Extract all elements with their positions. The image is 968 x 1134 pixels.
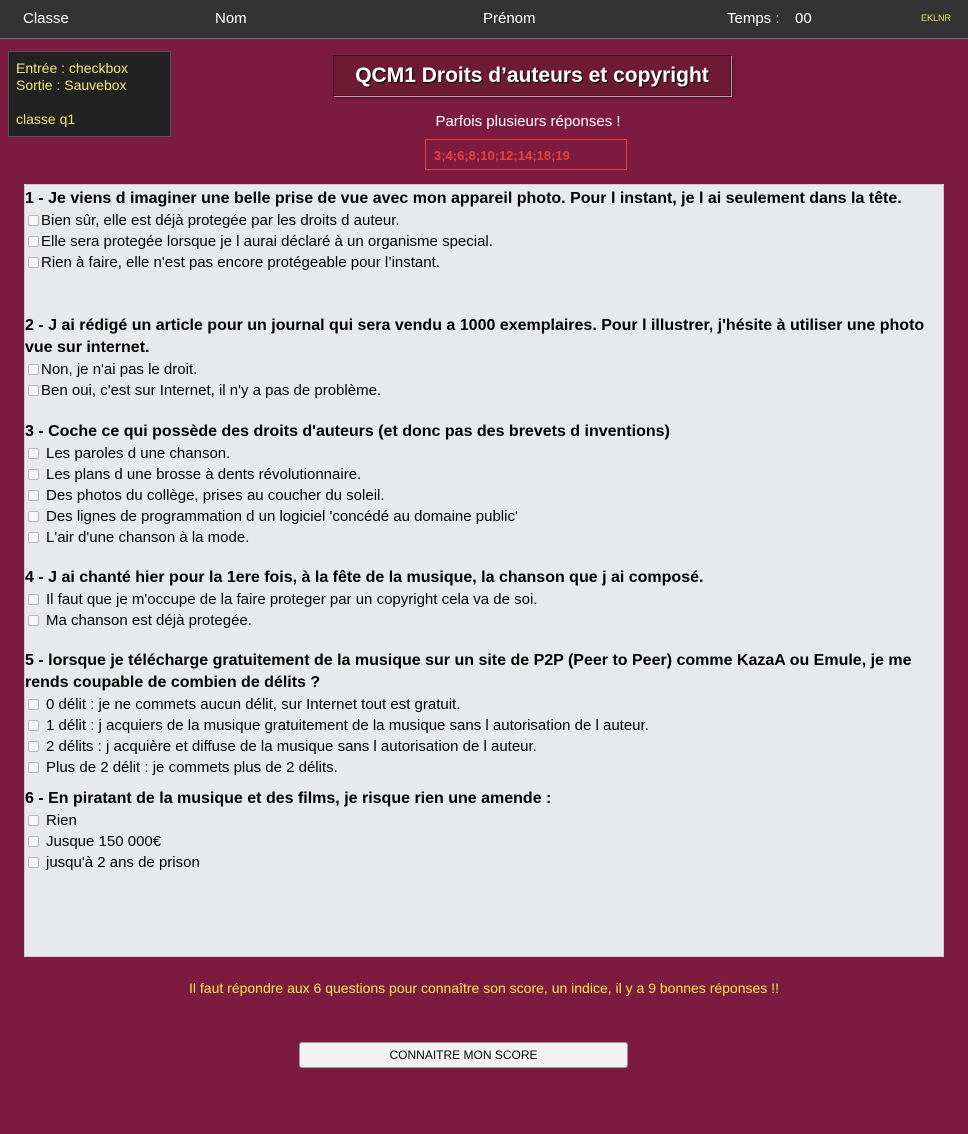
answer-checkbox[interactable] [28, 720, 39, 731]
answer-option[interactable] [25, 610, 943, 631]
question-3 [25, 421, 943, 548]
answer-option[interactable] [25, 252, 943, 273]
nom-label: Nom [215, 10, 247, 27]
score-button[interactable]: CONNAITRE MON SCORE [299, 1042, 628, 1068]
question-2 [25, 315, 943, 401]
answer-checkbox[interactable] [28, 511, 39, 522]
answer-option[interactable] [25, 380, 943, 401]
answer-label: 2 délits : j acquière et diffuse de la musique sans l autorisation de l auteur. [46, 738, 537, 755]
answer-option[interactable] [25, 210, 943, 231]
question-1 [25, 188, 943, 273]
temps-value: 00 [795, 10, 812, 27]
answer-checkbox[interactable] [28, 448, 39, 459]
answer-option[interactable] [25, 443, 943, 464]
answer-label: Ma chanson est déjà protegée. [46, 612, 252, 629]
answer-option[interactable] [25, 757, 943, 778]
answer-option[interactable] [25, 485, 943, 506]
answer-checkbox[interactable] [28, 857, 39, 868]
answer-label: jusqu'à 2 ans de prison [46, 854, 200, 871]
answer-option[interactable] [25, 736, 943, 757]
answer-checkbox[interactable] [28, 469, 39, 480]
hint-text: Il faut répondre aux 6 questions pour connaître son score, un indice, il y a 9 bonnes réponses !! [189, 980, 779, 996]
answer-label: Rien [46, 812, 77, 829]
answer-checkbox[interactable] [28, 815, 39, 826]
answer-key: 3;4;6;8;10;12;14;18;19 [425, 139, 627, 170]
answer-option[interactable] [25, 527, 943, 548]
answer-label: Elle sera protegée lorsque je l aurai déclaré à un organisme special. [41, 233, 493, 250]
classe-label: Classe [23, 10, 69, 27]
answer-option[interactable] [25, 359, 943, 380]
question-text: 4 - J ai chanté hier pour la 1ere fois, à la fête de la musique, la chanson que j ai composé. [25, 569, 704, 586]
answer-checkbox[interactable] [28, 257, 39, 268]
answer-checkbox[interactable] [28, 594, 39, 605]
answer-option[interactable] [25, 715, 943, 736]
info-class: classe q1 [16, 111, 76, 127]
answer-checkbox[interactable] [28, 236, 39, 247]
question-text: 2 - J ai rédigé un article pour un journal qui sera vendu a 1000 exemplaires. Pour l illustrer, j'hésite à utiliser une photo vue sur internet. [25, 317, 925, 356]
answer-checkbox[interactable] [28, 699, 39, 710]
answer-label: Rien à faire, elle n'est pas encore protégeable pour l’instant. [41, 254, 440, 271]
answer-option[interactable] [25, 852, 943, 873]
answer-label: Jusque 150 000€ [46, 833, 162, 850]
answer-label: Plus de 2 délit : je commets plus de 2 délits. [46, 759, 338, 776]
question-text: 5 - lorsque je télécharge gratuitement de la musique sur un site de P2P (Peer to Peer) comme KazaA ou Emule, je me rends coupable de combien de délits ? [25, 652, 912, 691]
info-input-type: Entrée : checkbox [16, 60, 129, 76]
page-title: QCM1 Droits d’auteurs et copyright [333, 55, 731, 96]
answer-option[interactable] [25, 589, 943, 610]
subtitle: Parfois plusieurs réponses ! [435, 113, 621, 130]
answer-option[interactable] [25, 831, 943, 852]
prenom-label: Prénom [483, 10, 536, 27]
answer-label: Bien sûr, elle est déjà protegée par les droits d auteur. [41, 212, 400, 229]
top-bar [0, 0, 968, 39]
answer-label: Les paroles d une chanson. [46, 445, 231, 462]
question-4 [25, 567, 943, 631]
answer-option[interactable] [25, 506, 943, 527]
session-code: EKLNR [921, 13, 952, 23]
answer-checkbox[interactable] [28, 385, 39, 396]
answer-label: Il faut que je m'occupe de la faire proteger par un copyright cela va de soi. [46, 591, 538, 608]
question-6 [25, 788, 943, 873]
info-spacer [16, 94, 170, 111]
answer-checkbox[interactable] [28, 762, 39, 773]
answer-label: 1 délit : j acquiers de la musique gratuitement de la musique sans l autorisation de l auteur. [46, 717, 649, 734]
answer-label: Des lignes de programmation d un logiciel 'concédé au domaine public' [46, 508, 518, 525]
question-5 [25, 650, 943, 778]
answer-label: Non, je n'ai pas le droit. [41, 361, 198, 378]
answer-checkbox[interactable] [28, 532, 39, 543]
question-text: 1 - Je viens d imaginer une belle prise de vue avec mon appareil photo. Pour l instant, je l ai seulement dans la tête. [25, 190, 902, 207]
answer-checkbox[interactable] [28, 615, 39, 626]
question-panel [24, 184, 944, 957]
answer-checkbox[interactable] [28, 741, 39, 752]
question-text: 6 - En piratant de la musique et des films, je risque rien une amende : [25, 790, 552, 807]
answer-option[interactable] [25, 694, 943, 715]
question-text: 3 - Coche ce qui possède des droits d'auteurs (et donc pas des brevets d inventions) [25, 423, 670, 440]
answer-checkbox[interactable] [28, 364, 39, 375]
temps-label: Temps : [727, 10, 780, 27]
answer-option[interactable] [25, 464, 943, 485]
answer-option[interactable] [25, 231, 943, 252]
answer-checkbox[interactable] [28, 215, 39, 226]
info-output-type: Sortie : Sauvebox [16, 77, 127, 93]
answer-checkbox[interactable] [28, 490, 39, 501]
answer-option[interactable] [25, 810, 943, 831]
answer-label: Ben oui, c'est sur Internet, il n'y a pas de problème. [41, 382, 382, 399]
answer-label: Des photos du collège, prises au coucher du soleil. [46, 487, 385, 504]
answer-label: 0 délit : je ne commets aucun délit, sur Internet tout est gratuit. [46, 696, 461, 713]
answer-label: L'air d'une chanson à la mode. [46, 529, 250, 546]
answer-label: Les plans d une brosse à dents révolutionnaire. [46, 466, 362, 483]
answer-checkbox[interactable] [28, 836, 39, 847]
